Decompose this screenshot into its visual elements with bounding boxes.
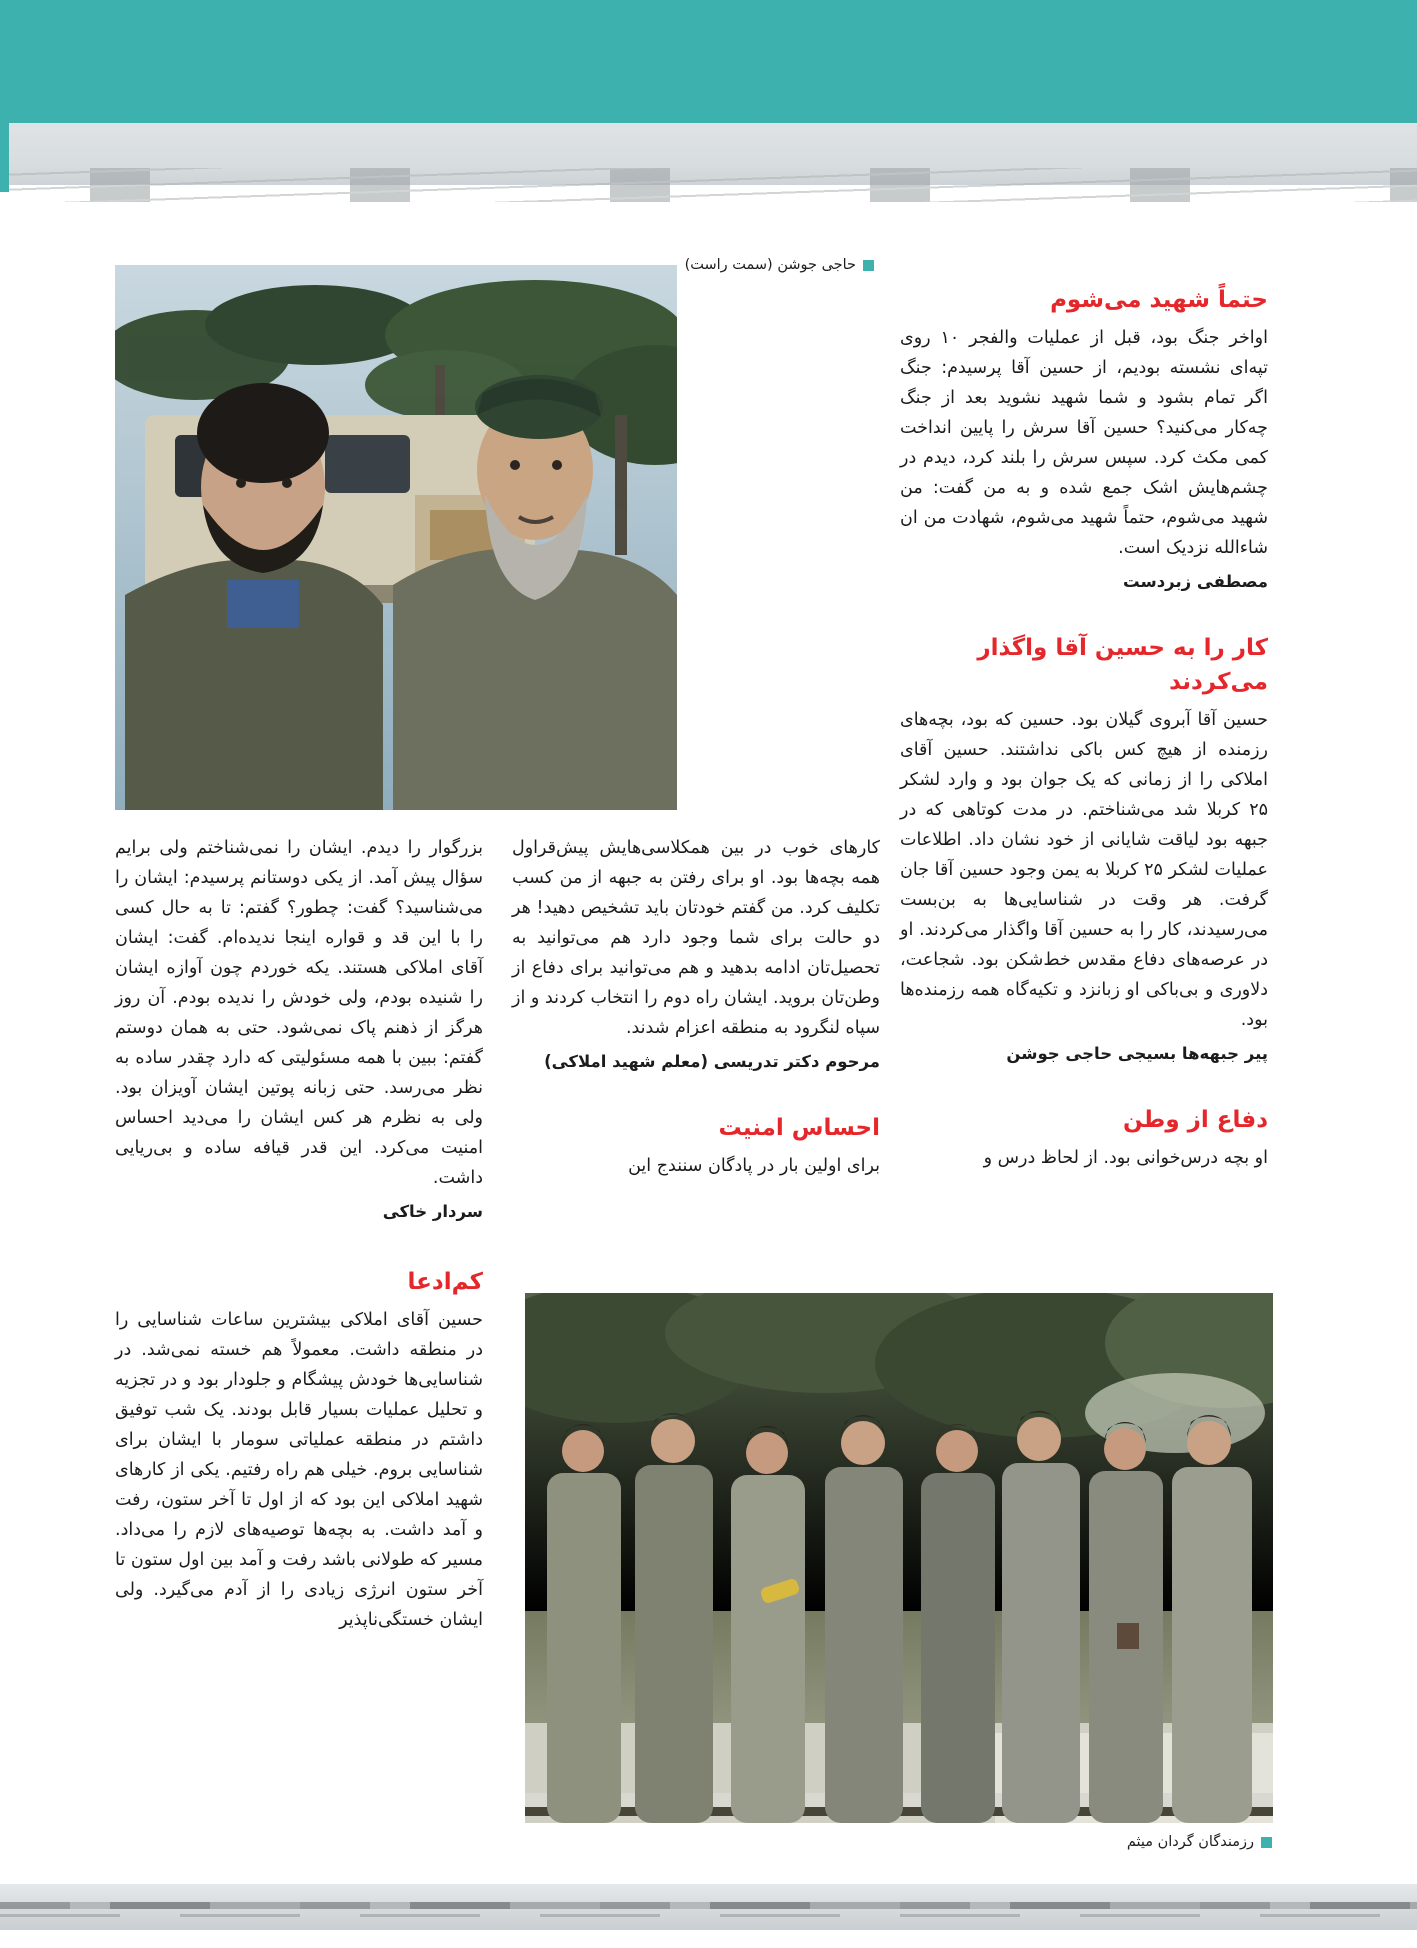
author-sardar-khaki: سردار خاکی <box>382 1202 483 1221</box>
soldier-figure <box>1089 1422 1163 1823</box>
author-mostafa-zebardast: مصطفی زبردست <box>1123 572 1268 591</box>
heading-defense-of-homeland: دفاع از وطن <box>1122 1107 1268 1133</box>
author-doctor-tadrisi: مرحوم دکتر تدریسی (معلم شهید املاکی) <box>544 1052 880 1071</box>
bottom-photo-illustration <box>525 1293 1273 1823</box>
bottom-photo <box>525 1293 1273 1823</box>
paragraph-first-meeting: بزرگوار را دیدم. ایشان را نمی‌شناختم ولی برایم سؤال پیش آمد. از یکی دوستانم پرسیدم: ایشان را می‌شناسید؟ گفت: چطور؟ گفتم: تا به حال کسی را با این قد و قواره اینجا ندیده‌ام. گفت: ایشان آقای املاکی هستند. یکه خوردم چون آوازه ایشان را شنیده بودم، ولی خودش را ندیده بودم. آن روز هرگز از ذهنم پاک نمی‌شود. حتی به همان دوستم گفتم: ببین با همه مسئولیتی که دارد چقدر ساده به نظر می‌رسد. حتی زبانه پوتین ایشان آویزان بود. ولی به نظرم هر کس ایشان را می‌دید احساس امنیت می‌کرد. این قدر قیافه ساده و بی‌ریایی داشت. <box>115 838 483 1188</box>
heading-martyrdom: حتماً شهید می‌شوم <box>1050 287 1268 313</box>
bottom-photo-caption-text: رزمندگان گردان میثم <box>1126 1834 1254 1850</box>
top-teal-band <box>0 0 1417 123</box>
top-photo <box>115 265 677 810</box>
top-photo-caption-text: حاجی جوشن (سمت راست) <box>684 257 856 273</box>
bottom-photo-caption <box>1127 1834 1272 1850</box>
soldier-figure <box>1172 1415 1252 1823</box>
bottom-strip-faint-line <box>0 1914 1417 1917</box>
soldier-figure <box>1002 1411 1080 1823</box>
heading-modest: کم‌ادعا <box>407 1269 483 1295</box>
top-landscape-strip-texture <box>0 168 1417 202</box>
soldier-figure <box>825 1415 903 1823</box>
paragraph-martyrdom: اواخر جنگ بود، قبل از عملیات والفجر ۱۰ روی تپه‌ای نشسته بودیم، از حسین آقا پرسیدم: جنگ اگر تمام بشود و شما شهید نشوید بعد از جنگ چه‌کار می‌کنید؟ حسین آقا سرش را پایین انداخت کمی مکث کرد. سپس سرش را بلند کرد، دیدم در چشم‌هایش اشک جمع شده و به من گفت: من شهید می‌شوم، حتماً شهید می‌شوم، شهادت من ان شاءالله نزدیک است. <box>900 328 1268 558</box>
top-photo-illustration <box>115 265 677 810</box>
soldier-figure <box>921 1424 995 1823</box>
paragraph-modest: حسین آقای املاکی بیشترین ساعات شناسایی را در منطقه داشت. معمولاً هم خسته نمی‌شد. در شناسایی‌ها خودش پیشگام و جلودار بود و در تجزیه و تحلیل عملیات بسیار قابل بودند. یک شب توفیق داشتم در منطقه عملیاتی سومار با ایشان برای شناسایی بروم. خیلی هم راه رفتیم. یکی از کارهای شهید املاکی این بود که از اول تا آخر ستون، رفت و آمد داشت. به بچه‌ها توصیه‌های لازم را می‌داد. مسیر که طولانی باشد رفت و آمد بین اول ستون تا آخر ستون انرژی زیادی را از آدم می‌گیرد. ولی ایشان خستگی‌ناپذیر <box>115 1310 483 1630</box>
column-left <box>115 833 483 1635</box>
paragraph-defense-of-homeland: او بچه درس‌خوانی بود. از لحاظ درس و <box>983 1148 1268 1168</box>
column-middle <box>512 833 880 1181</box>
author-haji-joshan: پیر جبهه‌ها بسیجی حاجی جوشن <box>1006 1044 1268 1063</box>
left-teal-sliver <box>0 0 9 192</box>
paragraph-classmates: کارهای خوب در بین همکلاسی‌هایش پیش‌قراول همه بچه‌ها بود. او برای رفتن به جبهه از من کسب تکلیف کرد. من گفتم خودتان باید تشخیص دهید! هر دو حالت برای شما وجود دارد هم می‌توانید به تحصیل‌تان ادامه بدهید و هم می‌توانید برای دفاع از وطن‌تان بروید. ایشان راه دوم را انتخاب کردند و از سپاه لنگرود به منطقه اعزام شدند. <box>512 838 880 1038</box>
column-right <box>900 283 1268 1173</box>
caption-bullet-square-icon <box>1261 1837 1272 1848</box>
soldier-figure <box>635 1413 713 1823</box>
top-photo-caption <box>685 257 874 273</box>
soldier-figure <box>547 1424 621 1823</box>
caption-bullet-square-icon <box>863 260 874 271</box>
bottom-strip-dark-line <box>0 1902 1417 1909</box>
soldier-figure <box>731 1426 805 1823</box>
paragraph-delegate-work: حسین آقا آبروی گیلان بود. حسین که بود، بچه‌های رزمنده از هیچ کس باکی نداشتند. حسین آقای املاکی را از زمانی که یک جوان بود و وارد لشکر ۲۵ کربلا شد می‌شناختم. در مدت کوتاهی که در جبهه بود لیاقت شایانی از خود نشان داد. اطلاعات عملیات لشکر ۲۵ کربلا به یمن وجود حسین آقا جان گرفت. هر وقت در شناسایی‌ها به بن‌بست می‌رسیدند، کار را به حسین آقا واگذار می‌کردند. او در عرصه‌های دفاع مقدس خط‌شکن بود. شجاعت، دلاوری و بی‌باکی او زبانزد و تکیه‌گاه همه رزمنده‌ها بود. <box>900 710 1268 1030</box>
paragraph-sense-of-security: برای اولین بار در پادگان سنندج این <box>628 1156 880 1176</box>
heading-sense-of-security: احساس امنیت <box>718 1115 880 1141</box>
bottom-landscape-strip <box>0 1884 1417 1930</box>
heading-delegate-work: کار را به حسین آقا واگذار می‌کردند <box>977 635 1268 695</box>
